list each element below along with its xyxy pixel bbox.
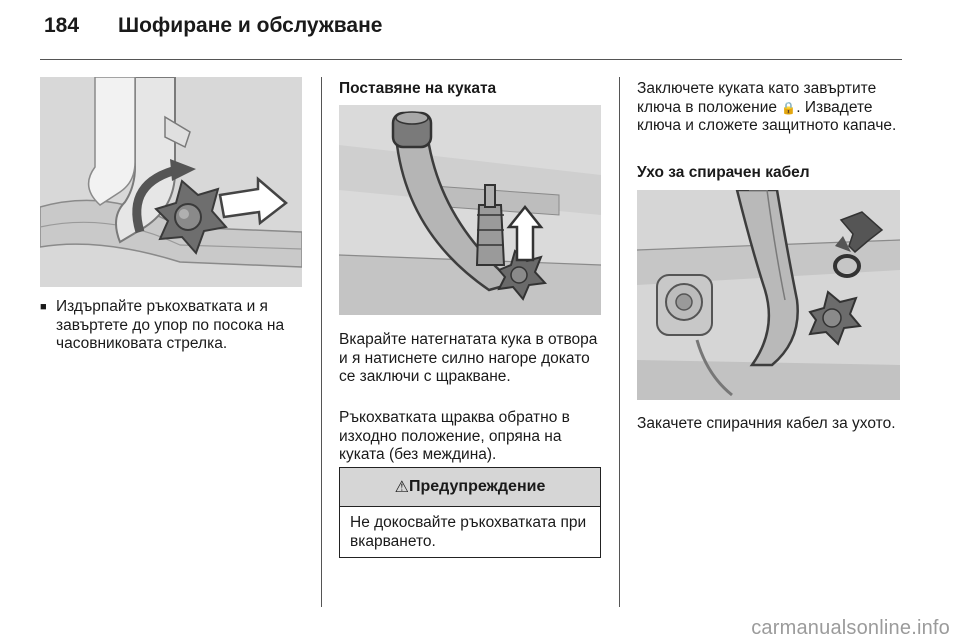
lock-text-start: Заключете куката като завъртите ключа в положение [637,80,877,116]
lock-icon: 🔒 [781,100,797,115]
instruction-text: Издърпайте ръкохватката и я завъртете до упор по посока на часовниковата стрелка. [56,298,285,352]
figure-handwheel-unlock [40,77,302,287]
list-item [40,298,312,354]
instruction-list [40,298,312,354]
column-divider-right [619,77,620,607]
paragraph-hook-brake-cable: Закачете спирачния кабел за ухото. [637,415,896,432]
warning-box [339,467,601,558]
warning-header [340,468,600,507]
bullet-icon: ■ [40,301,47,313]
paragraph-handwheel-returns: Ръкохватката щраква обратно в изходно положение, опряна на куката (без междина). [339,409,570,463]
section-heading-insert-hook: Поставяне на куката [339,80,497,97]
figure-brake-cable-eye [637,190,900,400]
header-rule [40,59,902,60]
paragraph-lock-hook [637,80,907,136]
watermark-text: carmanualsonline.info [751,617,950,639]
section-heading-brake-cable-eye: Ухо за спирачен кабел [637,164,810,181]
paragraph-insert-hook: Вкарайте натегнатата кука в отвора и я натиснете силно нагоре докато се заключи с щракване. [339,331,598,385]
page-number: 184 [44,14,80,37]
warning-text: Не докосвайте ръкохватката при вкарването. [350,514,587,550]
page-title: Шофиране и обслужване [118,14,383,37]
figure-hook-insertion [339,105,601,315]
column-divider-left [321,77,322,607]
warning-triangle-icon: ⚠ [394,479,409,496]
lock-text-end: . Извадете ключа и сложете защитното капаче. [637,98,897,134]
warning-title: Предупреждение [409,478,546,495]
